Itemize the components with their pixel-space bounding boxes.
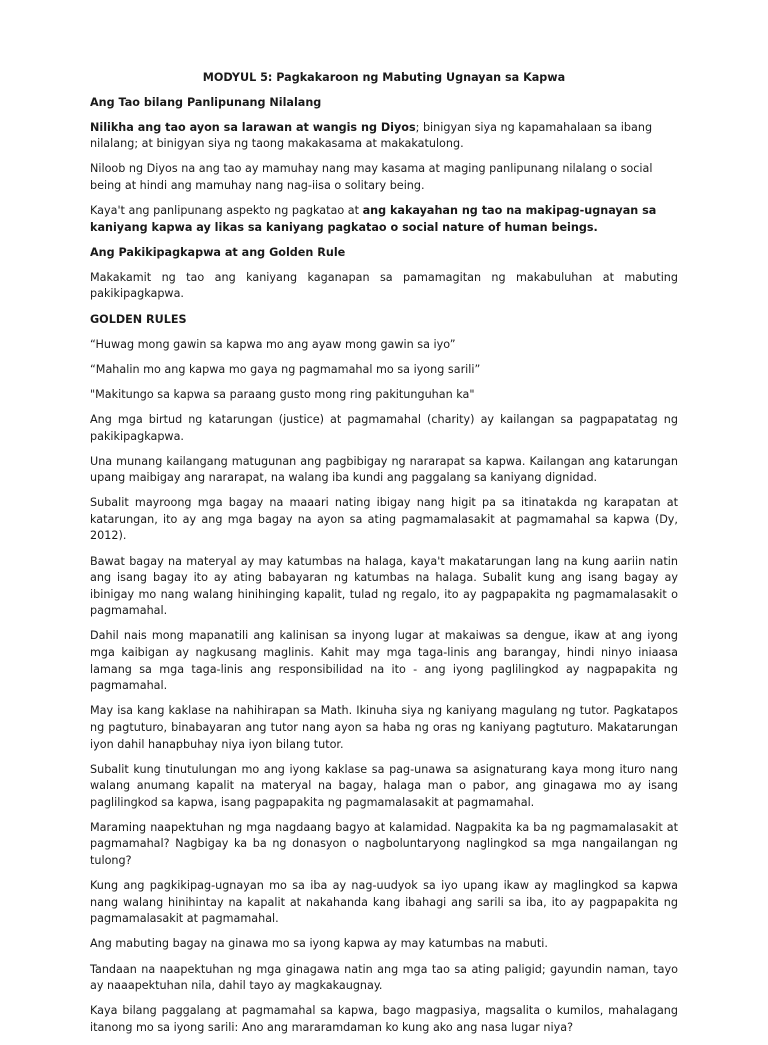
paragraph-service: Kung ang pagkikipag-ugnayan mo sa iba ay nag-uudyok sa iyo upang ikaw ay maglingkod sa kapwa nang walang hinihintay na kapalit at nakahanda kang ibahagi ang sarili sa iba, ito ay pagpapakita ng pagmamalasakit at pagmamahal. <box>90 879 678 926</box>
document-page <box>90 70 678 1045</box>
paragraph-tutor: May isa kang kaklase na nahihirapan sa Math. Ikinuha siya ng kaniyang magulang ng tutor. Pagkatapos ng pagtuturo, binabayaran ang tutor nang ayon sa haba ng oras ng kaniyang pagtuturo. Makatarungan iyon dahil hanapbuhay niya iyon bilang tutor. <box>90 704 678 751</box>
paragraph-social-nature <box>90 203 678 236</box>
paragraph-fulfillment: Makakamit ng tao ang kaniyang kaganapan sa pamamagitan ng makabuluhan at mabuting pakikipagkapwa. <box>90 270 678 301</box>
module-title: MODYUL 5: Pagkakaroon ng Mabuting Ugnayan sa Kapwa <box>202 71 566 84</box>
paragraph-justice: Una munang kailangang matugunan ang pagbibigay ng nararapat sa kapwa. Kailangan ang katarungan upang maibigay ang nararapat, na walang iba kundi ang paggalang sa kaniyang dignidad. <box>90 454 678 485</box>
paragraph-empathy: Kaya bilang paggalang at pagmamahal sa kapwa, bago magpasiya, magsalita o kumilos, mahalagang itanong mo sa iyong sarili: Ano ang mararamdaman ko kung ako ang nasa lugar niya? <box>90 1004 678 1034</box>
paragraph-creation-bold: Nilikha ang tao ayon sa larawan at wangis ng Diyos <box>90 120 416 134</box>
paragraph-beyond-justice: Subalit mayroong mga bagay na maaari nating ibigay nang higit pa sa itinatakda ng karapatan at katarungan, ito ay ang mga bagay na ayon sa ating pagmamalasakit at pagmamahal sa kapwa (Dy, 2012). <box>90 496 678 543</box>
paragraph-helping-classmate: Subalit kung tinutulungan mo ang iyong kaklase sa pag-unawa sa asignaturang kaya mong ituro nang walang anumang kapalit na materyal na bagay, halaga man o pabor, ang ginagawa mo ay isang paglilingkod sa kapwa, isang pagpapakita ng pagmamalasakit at pagmamahal. <box>90 762 678 809</box>
paragraph-social-nature-start: Kaya't ang panlipunang aspekto ng pagkatao at <box>90 204 363 218</box>
golden-rule-2: “Mahalin mo ang kapwa mo gaya ng pagmamahal mo sa iyong sarili” <box>90 362 481 376</box>
paragraph-creation-rest: ; binigyan siya ng kapamahalaan sa ibang nilalang; at binigyan siya ng taong makakasama at makakatulong. <box>90 120 653 151</box>
paragraph-cleanliness: Dahil nais mong mapanatili ang kalinisan sa inyong lugar at makaiwas sa dengue, ikaw at ang iyong mga kaibigan ay nagkusang maglinis. Kahit may mga taga-linis ang barangay, hindi ninyo iniaasa lamang sa mga taga-linis ang responsibilidad na ito - ang iyong paglilingkod ay nagpapakita ng pagmamahal. <box>90 629 678 693</box>
golden-rule-1: “Huwag mong gawin sa kapwa mo ang ayaw mong gawin sa iyo” <box>90 337 456 351</box>
paragraph-virtues: Ang mga birtud ng katarungan (justice) at pagmamahal (charity) ay kailangan sa pagpapatatag ng pakikipagkapwa. <box>90 412 678 443</box>
paragraph-social-nature-bold: ang kakayahan ng tao na makipag-ugnayan sa kaniyang kapwa ay likas sa kaniyang pagkatao o social nature of human beings. <box>90 204 657 234</box>
paragraph-calamity: Maraming naapektuhan ng mga nagdaang bagyo at kalamidad. Nagpakita ka ba ng pagmamalasakit at pagmamahal? Nagbigay ka ba ng donasyon o nagboluntaryong naglingkod sa mga nangailangan ng tulong? <box>90 820 678 868</box>
paragraph-material-value: Bawat bagay na materyal ay may katumbas na halaga, kaya't makatarungan lang na kung aariin natin ang isang bagay ito ay ating babayaran ng katumbas na halaga. Subalit kung ang isang bagay ay ibinigay mo nang walang hinihinging kapalit, tulad ng regalo, ito ay pagpapakita ng pagmamalasakit o pagmamahal. <box>90 554 678 618</box>
golden-rules-heading: GOLDEN RULES <box>90 312 187 326</box>
paragraph-social-being: Niloob ng Diyos na ang tao ay mamuhay nang may kasama at maging panlipunang nilalang o social being at hindi ang mamuhay nang nag-iisa o solitary being. <box>90 162 653 192</box>
section-heading-golden-rule: Ang Pakikipagkapwa at ang Golden Rule <box>90 245 346 259</box>
golden-rule-3: "Makitungo sa kapwa sa paraang gusto mong ring pakitunguhan ka" <box>90 387 475 401</box>
section-heading-social-being: Ang Tao bilang Panlipunang Nilalang <box>90 95 322 109</box>
paragraph-creation <box>90 120 678 153</box>
paragraph-good-deed: Ang mabuting bagay na ginawa mo sa iyong kapwa ay may katumbas na mabuti. <box>90 937 548 951</box>
paragraph-interconnected: Tandaan na naapektuhan ng mga ginagawa natin ang mga tao sa ating paligid; gayundin naman, tayo ay naaapektuhan nila, dahil tayo ay magkakaugnay. <box>90 962 678 993</box>
